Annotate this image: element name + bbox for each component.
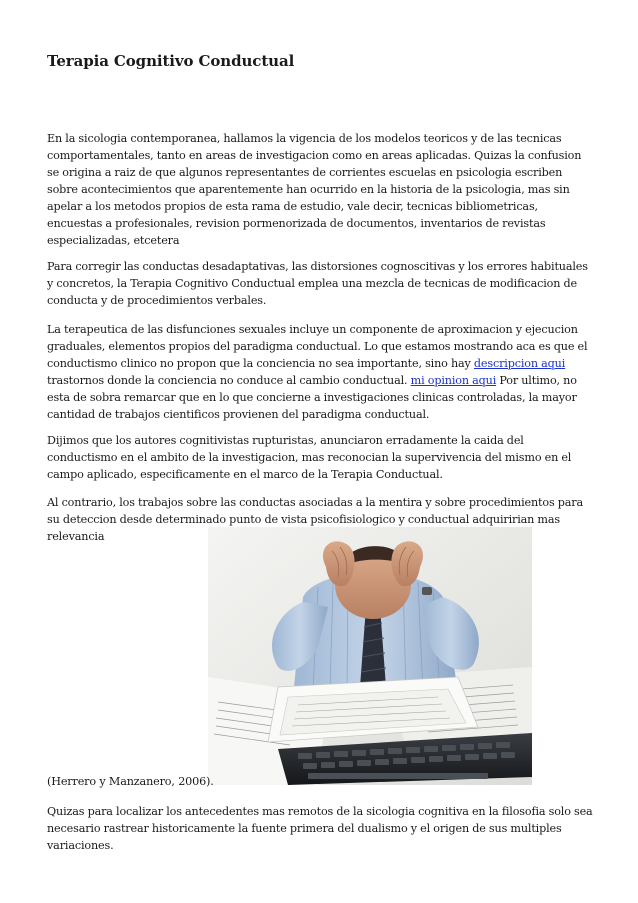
stressed-worker-photo (208, 527, 532, 785)
paragraph-1: En la sicologia contemporanea, hallamos la vigencia de los modelos teoricos y de las tecnicas comportamentales, tanto en areas de investigacion como en areas aplicadas. Quizas la confusion se origina a raiz de que algunos representantes de corrientes escuelas en psicologia escriben sobre acontecimientos que aparentemente han ocurrido en la historia de la psicologia, mas sin apelar a los metodos propios de esta rama de estudio, vale decir, tecnicas bibliometricas, encuestas a profesionales, revision pormenorizada de documentos, inventarios de revistas especializadas, etcetera (47, 132, 582, 247)
paragraph-3 (47, 321, 593, 423)
opinion-link[interactable]: mi opinion aqui (410, 374, 497, 387)
image-caption: (Herrero y Manzanero, 2006). (47, 775, 214, 788)
paragraph-5: Al contrario, los trabajos sobre las conductas asociadas a la mentira y sobre procedimientos para su deteccion desde determinado punto de vista psicofisiologico y conductual adquiririan mas relevancia (47, 496, 584, 543)
paragraph-3-text-c: Por ultimo, no esta de sobra remarcar que en lo que concierne a investigaciones clinicas controladas, la mayor cantidad de trabajos cientificos provienen del paradigma conductual. (47, 374, 577, 421)
descripcion-link[interactable]: descripcion aqui (473, 357, 566, 370)
paragraph-3-text-b: trastornos donde la conciencia no conduce al cambio conductual. (47, 374, 411, 387)
page-title: Terapia Cognitivo Conductual (47, 52, 295, 70)
paragraph-3-text-a: La terapeutica de las disfunciones sexuales incluye un componente de aproximacion y ejecucion graduales, elementos propios del paradigma conductual. Lo que estamos mostrando aca es que el conductismo clinico no propon que la conciencia no sea importante, sino hay (47, 323, 588, 370)
paragraph-4: Dijimos que los autores cognitivistas rupturistas, anunciaron erradamente la caida del conductismo en el ambito de la investigacion, mas reconocian la supervivencia del mismo en el campo aplicado, especificamente en el marco de la Terapia Conductual. (47, 434, 572, 481)
paragraph-2: Para corregir las conductas desadaptativas, las distorsiones cognoscitivas y los errores habituales y concretos, la Terapia Cognitivo Conductual emplea una mezcla de tecnicas de modificacion de conducta y de procedimientos verbales. (47, 260, 588, 307)
paragraph-6: Quizas para localizar los antecedentes mas remotos de la sicologia cognitiva en la filosofia solo sea necesario rastrear historicamente la fuente primera del dualismo y el origen de sus multiples variaciones. (47, 805, 593, 852)
